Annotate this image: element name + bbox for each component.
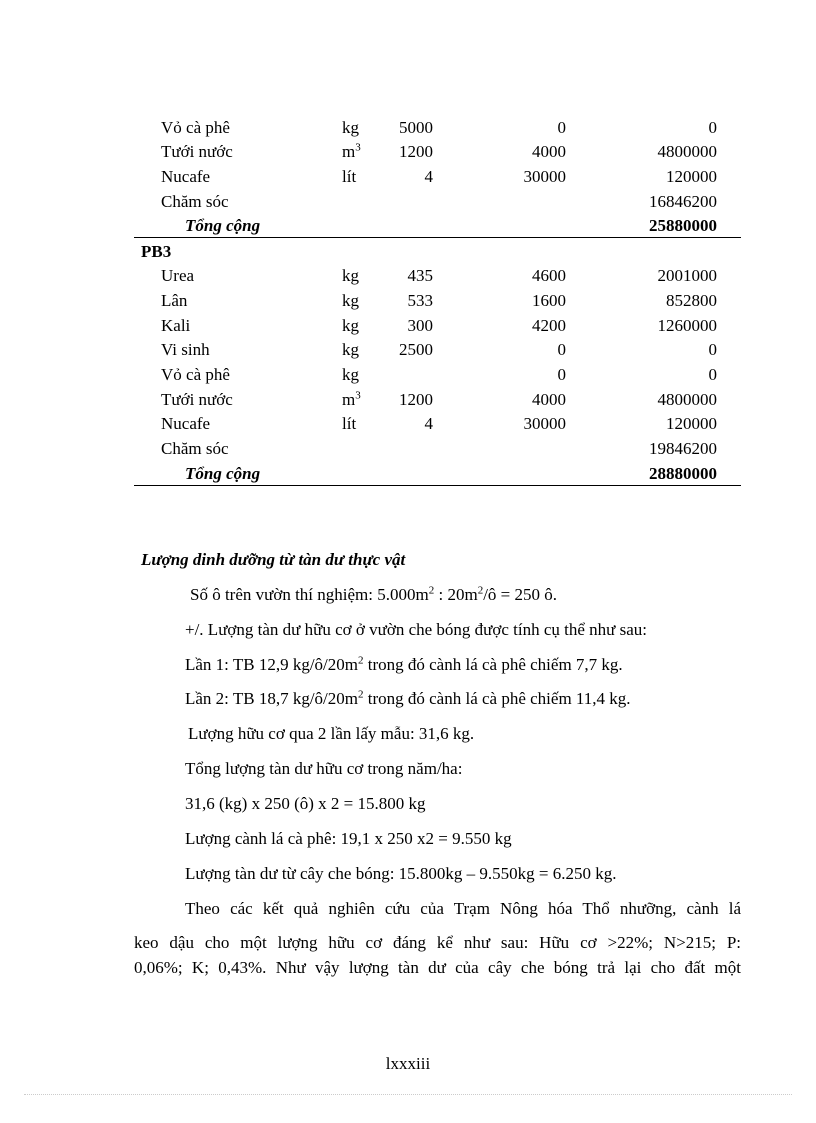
row-label: Chăm sóc bbox=[161, 192, 229, 211]
page-edge-rule bbox=[24, 1094, 792, 1095]
paragraph-line: keo dậu cho một lượng hữu cơ đáng kể như sau: Hữu cơ >22%; N>215; P: bbox=[134, 933, 741, 952]
total-amount: 25880000 bbox=[649, 216, 717, 235]
row-label: Urea bbox=[161, 266, 195, 285]
table-rule bbox=[134, 237, 741, 238]
row-label: Tưới nước bbox=[161, 390, 233, 409]
row-unit: kg bbox=[342, 316, 359, 335]
row-qty: 4 bbox=[424, 167, 433, 186]
row-price: 30000 bbox=[523, 167, 566, 186]
table-rule bbox=[134, 485, 741, 486]
page-number: lxxxiii bbox=[385, 1054, 431, 1073]
row-label: Kali bbox=[161, 316, 191, 335]
row-label: Vỏ cà phê bbox=[161, 118, 230, 137]
paragraph-line: Lượng cành lá cà phê: 19,1 x 250 x2 = 9.550 kg bbox=[185, 829, 512, 848]
row-qty: 300 bbox=[407, 316, 433, 335]
row-amount: 852800 bbox=[666, 291, 717, 310]
paragraph-line: Theo các kết quả nghiên cứu của Trạm Nông hóa Thổ nhưỡng, cành lá bbox=[185, 899, 741, 918]
total-label: Tổng cộng bbox=[185, 216, 261, 235]
row-price: 0 bbox=[557, 365, 566, 384]
row-qty: 1200 bbox=[399, 390, 433, 409]
section-heading: Lượng dinh dưỡng từ tàn dư thực vật bbox=[141, 550, 406, 569]
row-qty: 1200 bbox=[399, 142, 433, 161]
row-qty: 4 bbox=[424, 414, 433, 433]
row-price: 4000 bbox=[532, 390, 566, 409]
paragraph-line: 31,6 (kg) x 250 (ô) x 2 = 15.800 kg bbox=[185, 794, 426, 813]
row-amount: 120000 bbox=[666, 167, 717, 186]
row-unit: kg bbox=[342, 266, 359, 285]
row-unit: kg bbox=[342, 340, 359, 359]
table-title: PB3 bbox=[141, 242, 172, 261]
row-label: Nucafe bbox=[161, 414, 211, 433]
row-label: Chăm sóc bbox=[161, 439, 229, 458]
row-label: Nucafe bbox=[161, 167, 211, 186]
total-label: Tổng cộng bbox=[185, 464, 261, 483]
row-unit: kg bbox=[342, 365, 359, 384]
row-unit: $m^3$ bbox=[342, 141, 361, 161]
paragraph-line: +/. Lượng tàn dư hữu cơ ở vườn che bóng được tính cụ thể như sau: bbox=[185, 620, 648, 639]
row-unit: kg bbox=[342, 291, 359, 310]
paragraph-line: Lần 1: TB 12,9 $kg/ô/20m^2$ trong đó cành lá cà phê chiếm 7,7 kg. bbox=[185, 654, 623, 674]
row-price: 0 bbox=[557, 118, 566, 137]
paragraph-line: Lượng hữu cơ qua 2 lần lấy mẫu: 31,6 kg. bbox=[188, 724, 475, 743]
row-price: 1600 bbox=[532, 291, 566, 310]
row-amount: 4800000 bbox=[657, 142, 717, 161]
paragraph-line: Tổng lượng tàn dư hữu cơ trong năm/ha: bbox=[185, 759, 463, 778]
row-price: 4200 bbox=[532, 316, 566, 335]
total-amount: 28880000 bbox=[649, 464, 717, 483]
paragraph-line: Số ô trên vườn thí nghiệm: $5.000m^2$ : $20m^2/ô = 250$ ô. bbox=[190, 584, 557, 604]
row-qty: 435 bbox=[407, 266, 433, 285]
row-unit: lít bbox=[342, 414, 357, 433]
row-amount: 120000 bbox=[666, 414, 717, 433]
row-amount: 1260000 bbox=[657, 316, 717, 335]
row-unit: lít bbox=[342, 167, 357, 186]
row-qty: 5000 bbox=[399, 118, 433, 137]
row-price: 30000 bbox=[523, 414, 566, 433]
row-label: Vỏ cà phê bbox=[161, 365, 230, 384]
row-label: Tưới nước bbox=[161, 142, 233, 161]
row-amount: 19846200 bbox=[649, 439, 717, 458]
row-price: 4000 bbox=[532, 142, 566, 161]
row-label: Lân bbox=[161, 291, 188, 310]
row-amount: 4800000 bbox=[657, 390, 717, 409]
row-unit: $m^3$ bbox=[342, 389, 361, 409]
row-price: 0 bbox=[557, 340, 566, 359]
row-amount: 16846200 bbox=[649, 192, 717, 211]
paragraph-line: Lượng tàn dư từ cây che bóng: 15.800kg – 9.550kg = 6.250 kg. bbox=[185, 864, 617, 883]
row-qty: 2500 bbox=[399, 340, 433, 359]
paragraph-line: 0,06%; K; 0,43%. Như vậy lượng tàn dư của cây che bóng trả lại cho đất một bbox=[134, 958, 741, 977]
row-label: Vi sinh bbox=[161, 340, 210, 359]
row-unit: kg bbox=[342, 118, 359, 137]
row-price: 4600 bbox=[532, 266, 566, 285]
row-amount: 0 bbox=[708, 340, 717, 359]
row-amount: 2001000 bbox=[657, 266, 717, 285]
row-amount: 0 bbox=[708, 118, 717, 137]
paragraph-line: Lần 2: TB 18,7 $kg/ô/20m^2$ trong đó cành lá cà phê chiếm 11,4 kg. bbox=[185, 688, 631, 708]
row-qty: 533 bbox=[407, 291, 433, 310]
row-amount: 0 bbox=[708, 365, 717, 384]
